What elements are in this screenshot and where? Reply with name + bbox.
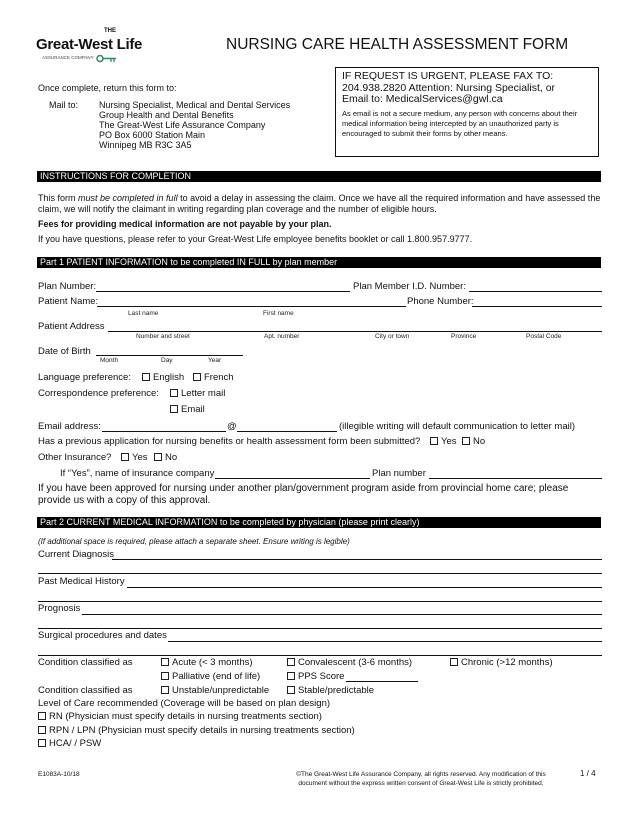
prev-app-yes-option[interactable] [430,436,457,447]
last-name-caption: Last name [128,310,159,317]
at-symbol: @ [227,421,237,432]
convalescent-option[interactable] [287,657,412,668]
rn-label: RN (Physician must specify details in nursing treatments section) [49,711,322,722]
email-address-label: Email address: [38,421,101,432]
other-ins-no-option[interactable] [154,452,177,463]
instructions-emphasis: must be completed in full [78,193,178,203]
stable-label: Stable/predictable [298,685,375,696]
day-caption: Day [161,357,173,364]
past-history-field-2[interactable] [38,601,602,602]
instructions-text: This form [38,193,79,203]
email-security-note: As email is not a secure medium, any person with concerns about their medical information being intercepted by an unauthorized party is encouraged to submit their forms by other means. [342,108,578,138]
past-history-field[interactable] [127,587,602,588]
instructions-heading: INSTRUCTIONS FOR COMPLETION [37,171,601,182]
company-logo [36,28,181,68]
prev-app-no-option[interactable] [462,436,485,447]
patient-name-label: Patient Name: [38,296,99,307]
mail-to-label: Mail to: [49,100,79,110]
urgent-line-2: 204.938.2820 Attention: Nursing Specialist, or [342,81,556,94]
patient-name-field[interactable] [97,306,406,307]
key-icon [96,54,118,63]
level-of-care-label: Level of Care recommended (Coverage will be based on plan design) [38,698,331,709]
unstable-option[interactable] [161,685,269,696]
insurance-company-label: If “Yes”, name of insurance company [60,468,215,479]
insurance-company-field[interactable] [215,478,370,479]
surgical-field[interactable] [168,641,602,642]
logo-wordmark: Great-West Life [36,36,143,53]
hca-label: HCA/ / PSW [49,738,102,749]
pps-score-field[interactable] [346,681,418,682]
surgical-field-2[interactable] [38,655,602,656]
insurance-plan-number-label: Plan number [372,468,426,479]
address-line: Group Health and Dental Benefits [99,110,234,120]
copyright-line: document without the express written consent of Great-West Life is strictly prohibited. [298,780,544,787]
email-user-field[interactable] [102,431,226,432]
current-diagnosis-field[interactable] [112,559,602,560]
rpn-option[interactable] [38,725,355,736]
address-line: PO Box 6000 Station Main [99,130,206,140]
condition-label-2: Condition classified as [38,685,133,696]
palliative-label: Palliative (end of life) [172,671,261,682]
email-option[interactable] [170,404,205,415]
instructions-paragraph [38,193,602,215]
questions-note: If you have questions, please refer to your Great-West Life employee benefits booklet or call 1.800.957.9777. [38,234,473,244]
address-line: Nursing Specialist, Medical and Dental Services [99,100,291,110]
french-checkbox[interactable] [193,373,201,381]
email-domain-field[interactable] [237,431,337,432]
form-code: E1083A-10/18 [38,771,80,778]
correspondence-pref-label: Correspondence preference: [38,388,159,399]
city-caption: City or town [375,333,410,340]
yes-label: Yes [132,452,148,463]
other-insurance-label: Other Insurance? [38,452,112,463]
urgent-line-3: Email to: MedicalServices@gwl.ca [342,93,503,105]
email-note: (illegible writing will default communication to letter mail) [339,421,576,432]
form-title: NURSING CARE HEALTH ASSESSMENT FORM [226,36,569,53]
english-checkbox[interactable] [142,373,150,381]
phone-number-label: Phone Number: [407,296,474,307]
acute-label: Acute (< 3 months) [172,657,253,668]
logo-subtext: ASSURANCE COMPANY [42,55,94,60]
plan-member-id-field[interactable] [469,291,602,292]
patient-address-label: Patient Address [38,321,105,332]
prognosis-field[interactable] [82,614,602,615]
patient-address-field[interactable] [108,331,602,332]
part1-heading: Part 1 PATIENT INFORMATION to be completed IN FULL by plan member [37,257,601,268]
return-intro: Once complete, return this form to: [38,83,177,93]
email-checkbox[interactable] [170,405,178,413]
unstable-checkbox[interactable] [161,686,169,694]
urgent-line-1: IF REQUEST IS URGENT, PLEASE FAX TO: [342,70,554,82]
other-ins-yes-checkbox[interactable] [121,453,129,461]
yes-label: Yes [441,436,457,447]
email-option-label: Email [181,404,205,415]
language-pref-label: Language preference: [38,372,131,383]
chronic-checkbox[interactable] [450,658,458,666]
letter-mail-label: Letter mail [181,388,226,399]
mailing-address [99,100,290,150]
condition-label: Condition classified as [38,657,133,668]
no-label: No [473,436,486,447]
stable-checkbox[interactable] [287,686,295,694]
chronic-label: Chronic (>12 months) [461,657,553,668]
no-label: No [165,452,178,463]
french-option[interactable] [193,372,234,383]
insurance-plan-number-field[interactable] [429,478,602,479]
apt-caption: Apt. number [264,333,300,340]
acute-checkbox[interactable] [161,658,169,666]
part2-note: (If additional space is required, please attach a separate sheet. Ensure writing is legible) [38,537,350,546]
convalescent-checkbox[interactable] [287,658,295,666]
unstable-label: Unstable/unpredictable [172,685,270,696]
logo-the: THE [104,28,116,34]
prognosis-field-2[interactable] [38,628,602,629]
postal-code-caption: Postal Code [526,333,562,340]
dob-field[interactable] [96,355,243,356]
dob-label: Date of Birth [38,346,91,357]
year-caption: Year [208,357,222,364]
english-label: English [153,372,185,383]
rn-checkbox[interactable] [38,712,46,720]
plan-member-id-label: Plan Member I.D. Number: [353,281,466,292]
hca-checkbox[interactable] [38,739,46,747]
province-caption: Province [451,333,477,340]
prev-app-yes-checkbox[interactable] [430,437,438,445]
month-caption: Month [100,357,119,364]
copyright-notice [260,770,582,788]
current-diagnosis-label: Current Diagnosis [38,549,115,560]
instructions-text: to avoid a delay in assessing the claim. Once we have all the required information and have assessed the claim, we will notify the claimant in writing regarding plan coverage and the number of eligible hours. [38,193,601,214]
other-ins-yes-option[interactable] [121,452,148,463]
surgical-label: Surgical procedures and dates [38,630,167,641]
fees-notice: Fees for providing medical information are not payable by your plan. [38,219,332,229]
french-label: French [204,372,234,383]
pps-label: PPS Score [298,671,345,682]
palliative-option[interactable] [161,671,260,682]
street-caption: Number and street [136,333,190,340]
current-diagnosis-field-2[interactable] [38,573,602,574]
rn-option[interactable] [38,711,322,722]
approved-note: If you have been approved for nursing under another plan/government program aside from provincial home care; please provide us with a copy of this approval. [38,483,569,506]
plan-number-label: Plan Number: [38,281,97,292]
acute-option[interactable] [161,657,253,668]
copyright-line: ©The Great-West Life Assurance Company, all rights reserved. Any modification of this [296,771,546,778]
urgent-fax-box [335,67,599,157]
letter-mail-option[interactable] [170,388,225,399]
first-name-caption: First name [263,310,294,317]
pps-option[interactable] [287,671,344,682]
past-history-label: Past Medical History [38,576,125,587]
english-option[interactable] [142,372,184,383]
part2-heading: Part 2 CURRENT MEDICAL INFORMATION to be completed by physician (please print clearly) [37,517,601,528]
chronic-option[interactable] [450,657,553,668]
address-line: The Great-West Life Assurance Company [99,120,266,130]
previous-application-question: Has a previous application for nursing benefits or health assessment form been submitted? [38,436,421,447]
other-ins-no-checkbox[interactable] [154,453,162,461]
plan-number-field[interactable] [96,291,350,292]
letter-mail-checkbox[interactable] [170,389,178,397]
page-number: 1 / 4 [580,769,596,778]
pps-checkbox[interactable] [287,672,295,680]
phone-number-field[interactable] [472,306,602,307]
hca-option[interactable] [38,738,101,749]
prognosis-label: Prognosis [38,603,81,614]
rpn-label: RPN / LPN (Physician must specify details in nursing treatments section) [49,725,355,736]
prev-app-no-checkbox[interactable] [462,437,470,445]
convalescent-label: Convalescent (3-6 months) [298,657,413,668]
palliative-checkbox[interactable] [161,672,169,680]
stable-option[interactable] [287,685,374,696]
address-line: Winnipeg MB R3C 3A5 [99,140,192,150]
rpn-checkbox[interactable] [38,726,46,734]
